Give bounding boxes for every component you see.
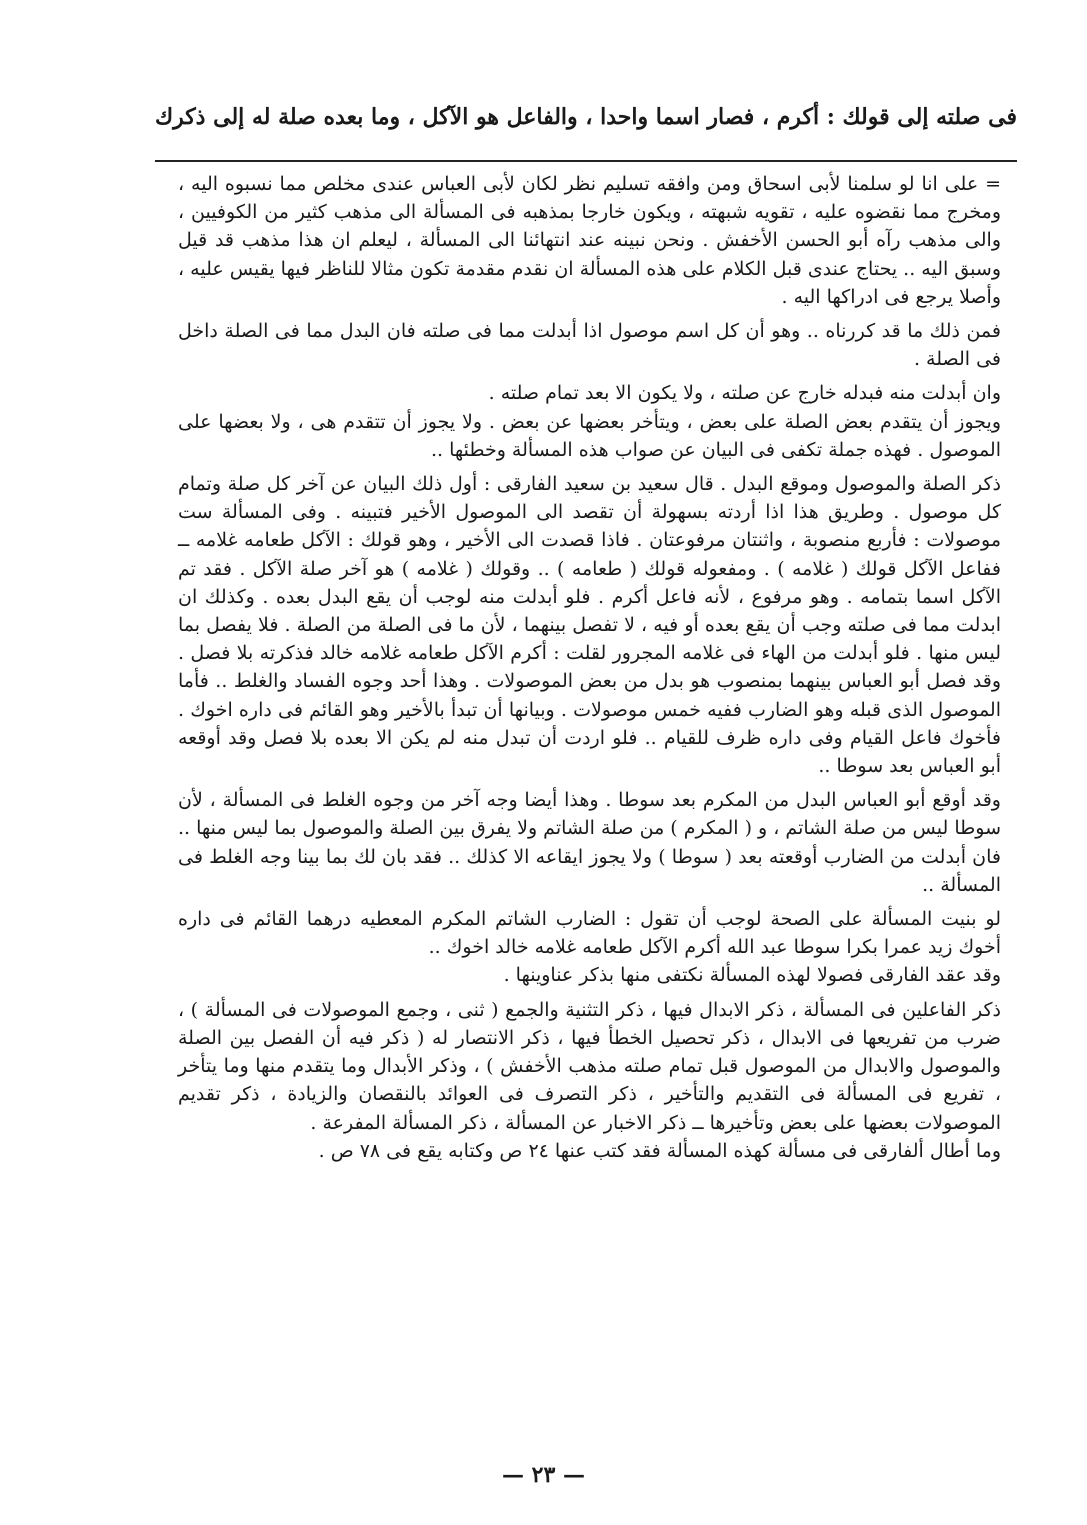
paragraph: وان أبدلت منه فبدله خارج عن صلته ، ولا يكون الا بعد تمام صلته . <box>488 382 1001 405</box>
paragraph: ذكر الصلة والموصول وموقع البدل . قال سعيد بن سعيد الفارقى : أول ذلك البيان عن آخر كل صلة وتمام كل موصول . وطريق هذا اذا أردته بسهولة أن تقصد الى الموصول الأخير فتبينه . وفى المسألة ست موصولات : فأربع منصوبة ، واثنتان مرفوعتان . فاذا قصدت الى الأخير ، وهو قولك : الآكل طعامه غلامه ــ ففاعل الآكل قولك ( غلامه ) . ومفعوله قولك ( طعامه ) .. وقولك ( غلامه ) هو آخر صلة الآكل . فقد تم الآكل اسما بتمامه . وهو مرفوع ، لأنه فاعل أكرم . فلو أبدلت منه لوجب أن يقع البدل بعده . وكذلك ان ابدلت مما فى صلته وجب أن يقع بعده أو فيه ، لا تفصل بينهما ، لأن ما فى الصلة من الصلة . فلا يفصل بما ليس منها . فلو أبدلت من الهاء فى غلامه المجرور لقلت : أكرم الآكل طعامه غلامه خالد فذكرته بلا فصل . وقد فصل أبو العباس بينهما بمنصوب هو بدل من بعض الموصولات . وهذا أحد وجوه الفساد والغلط .. فأما الموصول الذى قبله وهو الضارب ففيه خمس موصولات . وبيانها أن تبدأ بالأخير وهو القائم فى داره اخوك . فأخوك فاعل القيام وفى داره ظرف للقيام .. فلو اردت أن تبدل منه لم يكن الا بعده بلا فصل وقد أوقعه أبو العباس بعد سوطا .. <box>178 473 1001 778</box>
footnote-body <box>178 170 1001 1171</box>
paragraph: وقد أوقع أبو العباس البدل من المكرم بعد سوطا . وهذا أيضا وجه آخر من وجوه الغلط فى المسألة ، لأن سوطا ليس من صلة الشاتم ، و ( المكرم ) من صلة الشاتم ولا يفرق بين الصلة والموصول بما ليس منها .. فان أبدلت من الضارب أوقعته بعد ( سوطا ) ولا يجوز ايقاعه الا كذلك .. فقد بان لك بما بينا وجه الغلط فى المسألة .. <box>178 789 1001 896</box>
paragraph: = على انا لو سلمنا لأبى اسحاق ومن وافقه تسليم نظر لكان لأبى العباس عندى مخلص مما نسبوه اليه ، ومخرج مما نقضوه عليه ، تقويه شبهته ، ويكون خارجا بمذهبه فى المسألة الى مذهب كثير من الكوفيين ، والى مذهب رآه أبو الحسن الأخفش . ونحن نبينه عند انتهائنا الى المسألة ، ليعلم ان هذا مذهب قد قيل وسبق اليه .. يحتاج عندى قبل الكلام على هذه المسألة ان نقدم مقدمة تكون مثالا للناظر فيها يقيس عليه ، وأصلا يرجع فى ادراكها اليه . <box>178 173 1001 308</box>
header-rule <box>155 160 1017 162</box>
paragraph: ذكر الفاعلين فى المسألة ، ذكر الابدال فيها ، ذكر التثنية والجمع ( ثنى ، وجمع الموصولات فى المسألة ) ، ضرب من تفريعها فى الابدال ، ذكر تحصيل الخطأ فيها ، ذكر الانتصار له ( ذكر فيه أن الفصل بين الصلة والموصول والابدال من الموصول قبل تمام صلته مذهب الأخفش ) ، وذكر الأبدال وما يتقدم منها وما يتأخر ، تفريع فى المسألة فى التقديم والتأخير ، ذكر التصرف فى العوائد بالنقصان والزيادة ، ذكر تقديم الموصولات بعضها على بعض وتأخيرها ــ ذكر الاخبار عن المسألة ، ذكر المسألة المفرعة . <box>178 998 1001 1134</box>
paragraph: ويجوز أن يتقدم بعض الصلة على بعض ، ويتأخر بعضها عن بعض . ولا يجوز أن تتقدم هى ، ولا بعضها على الموصول . فهذه جملة تكفى فى البيان عن صواب هذه المسألة وخطئها .. <box>178 410 1001 461</box>
paragraph: وما أطال ألفارقى فى مسألة كهذه المسألة فقد كتب عنها ٢٤ ص وكتابه يقع فى ٧٨ ص . <box>318 1139 1001 1162</box>
page-number: — ٢٣ — <box>502 1462 585 1488</box>
running-header: فى صلته إلى قولك : أكرم ، فصار اسما واحدا ، والفاعل هو الآكل ، وما بعده صلة له إلى ذكرك <box>154 104 1017 130</box>
paragraph: وقد عقد الفارقى فصولا لهذه المسألة نكتفى منها بذكر عناوينها . <box>503 964 1001 987</box>
paragraph: لو بنيت المسألة على الصحة لوجب أن تقول : الضارب الشاتم المكرم المعطيه درهما القائم فى داره أخوك زيد عمرا بكرا سوطا عبد الله أكرم الآكل طعامه غلامه خالد اخوك .. <box>178 908 1001 959</box>
paragraph: فمن ذلك ما قد كررناه .. وهو أن كل اسم موصول اذا أبدلت مما فى صلته فان البدل مما فى الصلة داخل فى الصلة . <box>178 320 1001 371</box>
